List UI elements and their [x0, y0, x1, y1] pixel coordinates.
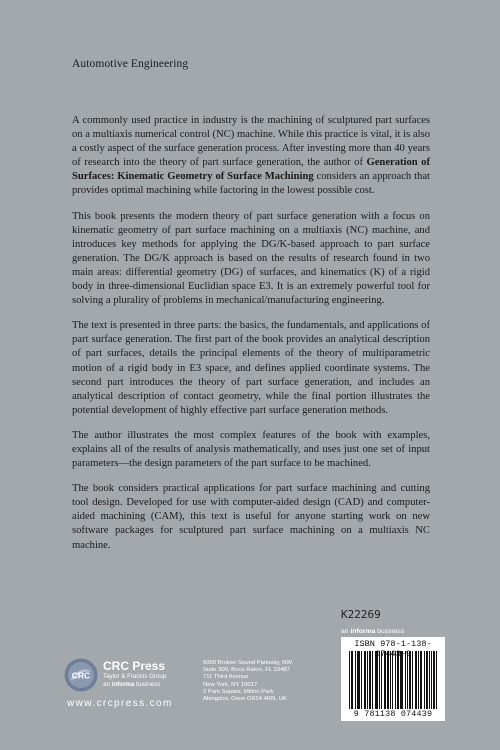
barcode-bars: [349, 651, 437, 709]
barcode-bar: [402, 651, 403, 709]
barcode-bar: [384, 651, 385, 709]
address-line: 6000 Broken Sound Parkway, NW: [203, 660, 292, 666]
informa-suffix: business: [375, 628, 405, 635]
barcode-bar: [434, 651, 435, 709]
barcode-bar: [407, 651, 408, 709]
publisher-website: www.crcpress.com: [67, 698, 173, 709]
barcode-bar: [401, 651, 402, 709]
informa-prefix: an: [341, 628, 351, 635]
barcode-bar: [418, 651, 419, 709]
paragraph-5: The book considers practical applications for part surface machining and cutting tool design. Developed for use with computer-aided design (CAD) and computer-aided machining (CAM), this text is useful for anyone starting work on new software packages for sculptured part surface machining on a multiaxis NC machine.: [72, 483, 430, 551]
barcode-bar: [351, 651, 352, 709]
barcode-bar: [388, 651, 389, 709]
barcode-bar: [427, 651, 428, 709]
barcode-bar: [421, 651, 422, 709]
barcode-bar: [385, 651, 386, 709]
paragraph-2: This book presents the modern theory of part surface generation with a focus on kinematic geometry of part surface machining on a multiaxis (NC) machine, and introduces key methods for applying the DG/K-based approach to part surface generation. The DG/K approach is based on the results of research found in two main areas: differential geometry (DG) of surfaces, and kinematics (K) of a rigid body in three-dimensional Euclidian space E3. It is an extremely powerful tool for solving a plurality of problems in mechanical/manufacturing engineering.: [72, 210, 430, 307]
barcode-bar: [398, 651, 399, 709]
barcode-bar: [409, 651, 410, 709]
barcode-bar: [359, 651, 360, 709]
barcode-bar: [367, 651, 368, 709]
barcode-bar: [387, 651, 388, 709]
paragraph-1: [72, 114, 430, 199]
paragraph-1-text-end: considers an approach that provides optimal machining while factoring in the lowest possible cost.: [72, 171, 430, 197]
barcode-bar: [395, 651, 396, 709]
paragraph-3: The text is presented in three parts: the basics, the fundamentals, and applications of part surface generation. The first part of the book provides an analytical description of part surfaces, details the principal elements of the theory of multiparametric motion of a rigid body in E3 space, and defines applied coordinate systems. The second part introduces the theory of part surface generation, and includes an analytical description of contact geometry, while the final portion illustrates the potential development of highly effective part surface generation methods.: [72, 320, 430, 416]
paragraph-1-text: A commonly used practice in industry is the machining of sculptured part surfaces on a multiaxis numerical control (NC) machine. While this practice is vital, it is also a costly aspect of the surface generation process. After investing more than 40 years of research into the theory of part surface generation, the author of: [72, 115, 430, 169]
barcode-bar: [420, 651, 421, 709]
publisher-business: [103, 681, 166, 689]
barcode-bar: [397, 651, 398, 709]
category-label: Automotive Engineering: [72, 58, 189, 70]
barcode-bar: [424, 651, 425, 709]
barcode-bar: [349, 651, 350, 709]
logo-lettering: CRC: [71, 670, 91, 681]
barcode-bar: [416, 651, 417, 709]
isbn-barcode: [341, 637, 445, 721]
barcode-bar: [415, 651, 416, 709]
barcode-bar: [379, 651, 380, 709]
barcode-bar: [357, 651, 358, 709]
barcode-bar: [372, 651, 373, 709]
product-code: K22269: [341, 608, 381, 621]
business-suffix: business: [134, 680, 161, 688]
crc-press-logo: [64, 658, 98, 692]
business-word: informa: [111, 680, 135, 688]
barcode-bar: [365, 651, 366, 709]
barcode-bar: [392, 651, 393, 709]
barcode-bar: [361, 651, 362, 709]
barcode-bar: [375, 651, 376, 709]
book-title: Generation of Surfaces: Kinematic Geometry of Surface Machining: [72, 157, 430, 183]
barcode-bar: [410, 651, 411, 709]
barcode-bar: [370, 651, 371, 709]
barcode-bar: [436, 651, 437, 709]
barcode-bar: [431, 651, 432, 709]
barcode-bar: [376, 651, 377, 709]
barcode-bar: [429, 651, 430, 709]
barcode-digits: 9 781138 074439: [353, 709, 433, 719]
informa-business-label: [341, 628, 404, 635]
book-description: [72, 114, 430, 564]
address-line: 711 Third Avenue: [203, 674, 249, 681]
barcode-bar: [405, 651, 406, 709]
address-line: 2 Park Square, Milton Park: [203, 688, 274, 695]
barcode-bar: [352, 651, 353, 709]
barcode-bar: [364, 651, 365, 709]
barcode-bar: [355, 651, 356, 709]
barcode-bar: [369, 651, 370, 709]
publisher-group: Taylor & Francis Group: [103, 673, 167, 680]
address-line: Suite 300, Boca Raton, FL 33487: [203, 667, 290, 674]
publisher-address: [203, 660, 343, 703]
isbn-number: ISBN 978-1-138-07443-9: [354, 639, 432, 659]
barcode-bar: [390, 651, 391, 709]
publisher-name: CRC Press: [103, 659, 166, 673]
barcode-bar: [426, 651, 427, 709]
barcode-bar: [377, 651, 378, 709]
barcode-bar: [412, 651, 413, 709]
paragraph-4: The author illustrates the most complex features of the book with examples, explains all of the results of analysis mathematically, and uses just one set of input parameters—the design parameters of the part surface to be machined.: [72, 429, 430, 470]
barcode-bar: [381, 651, 382, 709]
barcode-bar: [400, 651, 401, 709]
address-line: Abingdon, Oxon OX14 4RN, UK: [203, 696, 287, 703]
publisher-brand: [103, 660, 166, 688]
barcode-bar: [433, 651, 434, 709]
address-line: New York, NY 10017: [203, 681, 258, 688]
informa-word: informa: [350, 628, 376, 635]
barcode-bar: [358, 651, 359, 709]
business-prefix: an: [103, 680, 112, 688]
